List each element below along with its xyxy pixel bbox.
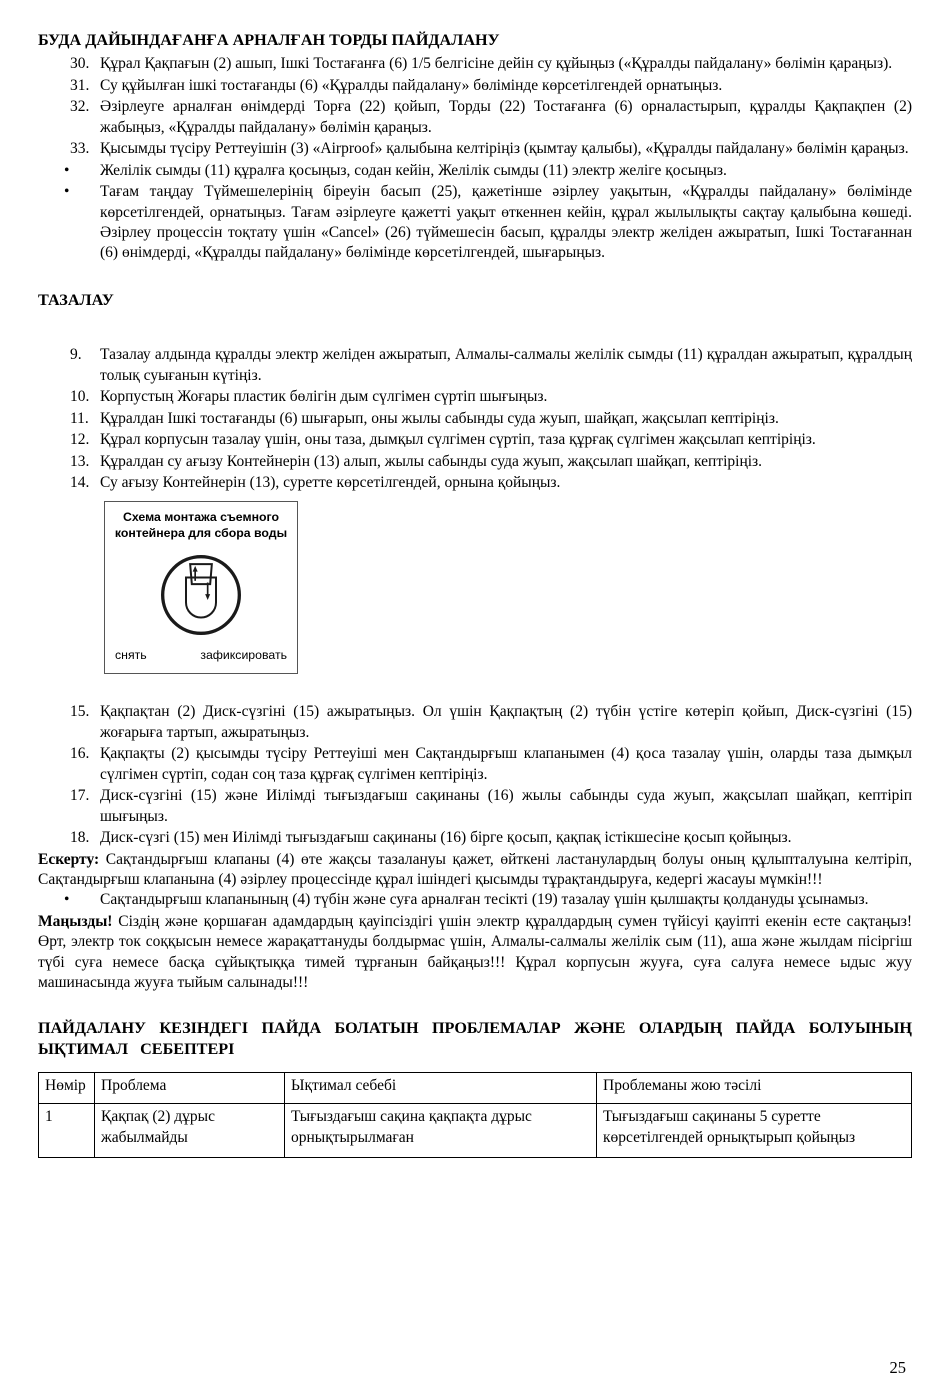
- heading-grid-usage: БУДА ДАЙЫНДАҒАНҒА АРНАЛҒАН ТОРДЫ ПАЙДАЛАНУ: [38, 31, 500, 49]
- water-container-diagram: [104, 501, 298, 674]
- table-header-number: Нөмір: [39, 1073, 95, 1104]
- list-item: [38, 452, 912, 472]
- list-item-text: Диск-сүзгі (15) мен Иілімді тығыздағыш сақинаны (16) бірге қосып, қақпақ істікшесіне қосып қойыңыз.: [100, 829, 792, 847]
- bullet-item: [38, 161, 912, 181]
- list-item-number: 16.: [70, 745, 90, 763]
- bullet-text: Тағам таңдау Түймешелерінің біреуін басып (25), қажетінше әзірлеу уақытын, «Құралды пайдалану» бөлімінде көрсетілгендей, орнатыңыз. Тағам әзірлеуге қажетті уақыт өткеннен кейін, құрал жылылықты сақтау қалыбына көшеді. Әзірлеу процессін тоқтату үшін «Cancel» (26) түймешесін басып, құралды электр желіден ажыратып, Ішкі Тостағаннан (6) өнімдерді, «Құралды пайдалану» бөлімінде көрсетілгендей, шығарыңыз.: [100, 183, 912, 262]
- grid-usage-list: [38, 54, 912, 264]
- list-item-number: 32.: [70, 98, 90, 116]
- important-text: Сіздің және қоршаған адамдардың қауіпсіздігі үшін электр құралдардың сумен түйісуі қауіпті екенін есте сақтаңыз! Өрт, электр ток соққысын немесе жарақаттануды болдырмас үшін, Алмалы-салмалы желілік сым (11), аша және жылдам пісіргіш түбі суға немесе басқа сұйықтыққа тимей тұрғанын байқаңыз!!! Құрал корпусын жууға, суға салуға немесе ыдыс жуу машинасында жууға тыйым салынады!!!: [38, 912, 912, 992]
- list-item-text: Құралдан Ішкі тостағанды (6) шығарып, оны жылы сабынды суда жуып, шайқап, жақсылап кептіріңіз.: [100, 409, 779, 427]
- diagram-label-fix: зафиксировать: [200, 648, 287, 663]
- list-item: [38, 139, 912, 159]
- list-item: [38, 828, 912, 848]
- bullet-text: Желілік сымды (11) құралға қосыңыз, содан кейін, Желілік сымды (11) электр желіге қосыңыз.: [100, 161, 727, 179]
- list-item-number: 31.: [70, 76, 90, 94]
- page-number: 25: [889, 1358, 906, 1378]
- cleaning-list-a: [38, 345, 912, 493]
- list-item-text: Қақпақты (2) қысымды түсіру Реттеуіші мен Сақтандырғыш клапанымен (4) қоса тазалау үшін, оларды таза дымқыл сүлгімен сүртіп, содан соң таза құрғақ сүлгімен кептіріңіз.: [100, 745, 912, 783]
- list-item: [38, 409, 912, 429]
- note-label: Ескерту:: [38, 850, 100, 868]
- list-item: [38, 387, 912, 407]
- list-item-number: 14.: [70, 474, 90, 491]
- list-item-text: Әзірлеуге арналған өнімдерді Торға (22) қойып, Торды (22) Тостағанға (6) орналастырып, құралды Қақпақпен (2) жабыңыз, «Құралды пайдалану» бөлімін қараңыз.: [100, 98, 912, 136]
- table-row: [39, 1104, 912, 1158]
- list-item: [38, 345, 912, 386]
- list-item: [38, 744, 912, 785]
- table-header-problem: Проблема: [95, 1073, 285, 1104]
- list-item-number: 17.: [70, 787, 90, 805]
- list-item-text: Диск-сүзгіні (15) және Иілімді тығыздағыш сақинаны (16) жылы сабынды суда жуып, жақсылап шайқап, кептіріп шығыңыз.: [100, 787, 912, 825]
- list-item-number: 11.: [70, 409, 89, 427]
- note-paragraph: [38, 850, 912, 891]
- bullet-marker: •: [64, 891, 70, 909]
- container-assembly-icon: [151, 547, 251, 643]
- bullet-text: Сақтандырғыш клапанының (4) түбін және суға арналған тесікті (19) тазалау үшін қылшақты қолдануды ұсынамыз.: [100, 891, 869, 909]
- bullet-item: [38, 182, 912, 264]
- bullet-marker: •: [64, 161, 70, 179]
- list-item-number: 10.: [70, 388, 90, 406]
- list-item-text: Қысымды түсіру Реттеуішін (3) «Airproof» қалыбына келтіріңіз (қымтау қалыбы), «Құралды пайдалану» бөлімін қараңыз.: [100, 140, 909, 158]
- list-item: [38, 97, 912, 138]
- cleaning-list-b: [38, 702, 912, 848]
- table-cell-number: 1: [39, 1104, 95, 1158]
- table-header-cause: Ықтимал себебі: [285, 1073, 597, 1104]
- list-item-number: 15.: [70, 703, 90, 721]
- list-item-number: 13.: [70, 452, 90, 470]
- diagram-title: Схема монтажа съемного контейнера для сбора воды: [114, 510, 288, 540]
- list-item-text: Су құйылған ішкі тостағанды (6) «Құралды пайдалану» бөлімінде көрсетілгендей орнатыңыз.: [100, 76, 723, 94]
- important-label: Маңызды!: [38, 912, 113, 930]
- list-item-text: Корпустың Жоғары пластик бөлігін дым сүлгімен сүртіп шығыңыз.: [100, 388, 548, 406]
- list-item-number: 12.: [70, 431, 90, 449]
- list-item: [38, 76, 912, 96]
- note-text: Сақтандырғыш клапаны (4) өте жақсы тазалануы қажет, өйткені ластанулардың болуы оның құлыпталуына келтіріп, Сақтандырғыш клапанына (4) әзірлеу процессінде құрал ішіндегі қысымды тұрақтандыруға, кедергі жасауы мүмкін!!!: [38, 850, 912, 889]
- table-header-row: [39, 1073, 912, 1104]
- list-item: [38, 786, 912, 827]
- list-item-number: 33.: [70, 140, 90, 158]
- list-item-number: 9.: [70, 346, 82, 364]
- list-item: [38, 430, 912, 450]
- important-paragraph: [38, 912, 912, 994]
- table-cell-cause: Тығыздағыш сақина қақпақта дұрыс орнықтырылмаған: [285, 1104, 597, 1158]
- list-item-text: Құралдан су ағызу Контейнерін (13) алып, жылы сабынды суда жуып, жақсылап шайқап, кептіріңіз.: [100, 452, 763, 470]
- list-item-text: Құрал корпусын тазалау үшін, оны таза, дымқыл сүлгімен сүртіп, таза құрғақ сүлгімен жақсылап кептіріңіз.: [100, 431, 816, 449]
- note-bullet-list: [38, 890, 912, 910]
- list-item-text: Құрал Қақпағын (2) ашып, Ішкі Тостағанға (6) 1/5 белгісіне дейін су құйыңыз («Құралды пайдалану» бөлімін қараңыз).: [100, 55, 893, 73]
- problems-table: [38, 1072, 912, 1158]
- bullet-marker: •: [64, 183, 70, 201]
- list-item-text: Су ағызу Контейнерін (13), суретте көрсетілгендей, орнына қойыңыз.: [100, 474, 561, 491]
- heading-cleaning: ТАЗАЛАУ: [38, 290, 114, 309]
- diagram-labels: [111, 647, 291, 663]
- list-item-text: Қақпақтан (2) Диск-сүзгіні (15) ажыратыңыз. Ол үшін Қақпақтың (2) түбін үстіге көтеріп қойып, Диск-сүзгіні (15) жоғарыға тартып, ажыратыңыз.: [100, 703, 912, 741]
- table-header-solution: Проблеманы жою тәсілі: [597, 1073, 912, 1104]
- list-item-number: 30.: [70, 55, 90, 73]
- bullet-item: [38, 890, 912, 910]
- list-item: [38, 473, 912, 493]
- list-item: [38, 54, 912, 74]
- list-item: [38, 702, 912, 743]
- table-cell-problem: Қақпақ (2) дұрыс жабылмайды: [95, 1104, 285, 1158]
- diagram-label-remove: снять: [115, 648, 147, 663]
- table-cell-solution: Тығыздағыш сақинаны 5 суретте көрсетілгендей орнықтырып қойыңыз: [597, 1104, 912, 1158]
- list-item-number: 18.: [70, 829, 90, 847]
- heading-problems: ПАЙДАЛАНУ КЕЗІНДЕГІ ПАЙДА БОЛАТЫН ПРОБЛЕМАЛАР ЖӘНЕ ОЛАРДЫҢ ПАЙДА БОЛУЫНЫҢ ЫҚТИМАЛ СЕБЕПТЕРІ: [38, 1018, 912, 1059]
- list-item-text: Тазалау алдында құралды электр желіден ажыратып, Алмалы-салмалы желілік сымды (11) құралдан ажыратып, құралдың толық суығанын күтіңіз.: [100, 346, 912, 384]
